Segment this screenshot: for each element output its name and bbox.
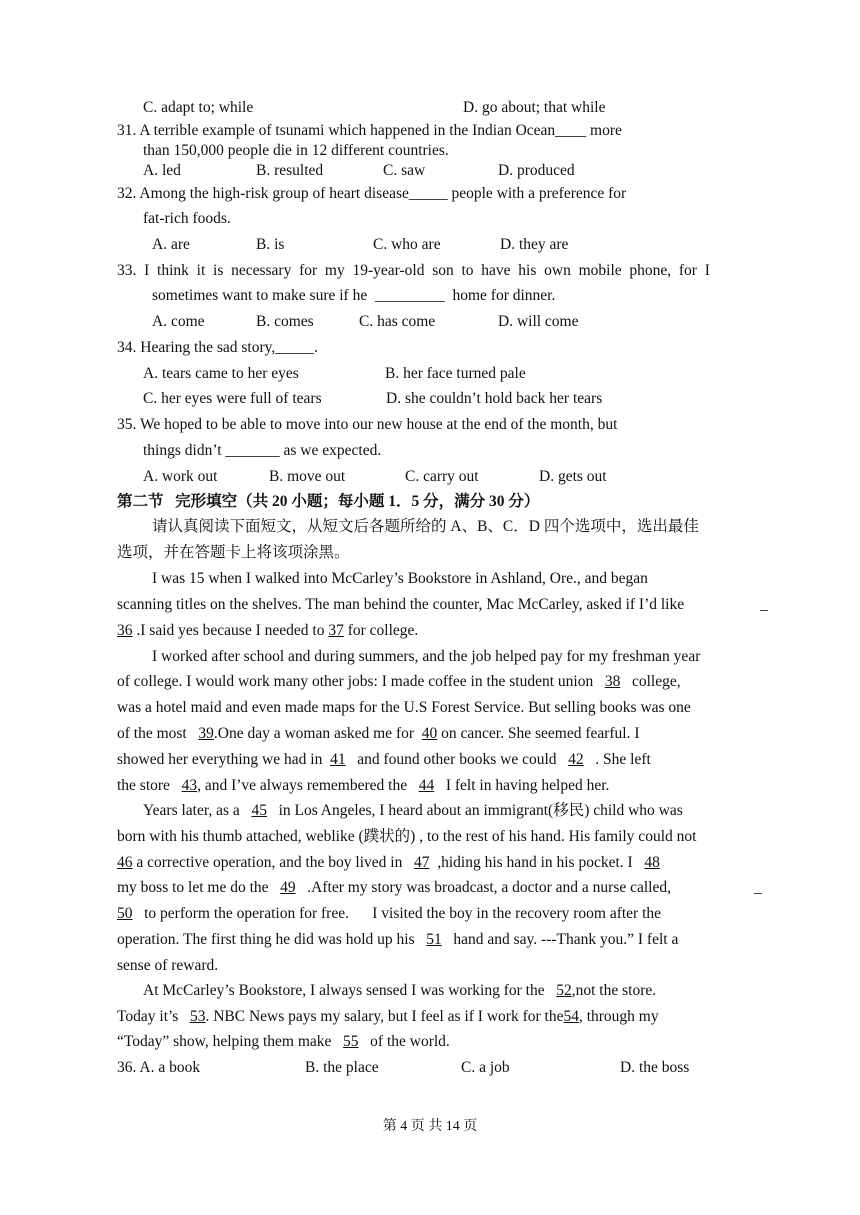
passage-line: scanning titles on the shelves. The man behind the counter, Mac McCarley, asked if I’d like <box>117 596 685 613</box>
passage-text: “Today” show, helping them make <box>117 1033 332 1050</box>
section-instructions: 请认真阅读下面短文，从短文后各题所给的 A、B、C．D 四个选项中，选出最佳 <box>152 518 699 535</box>
blank-37: 37 <box>328 622 344 639</box>
passage-line: I worked after school and during summers, and the job helped pay for my freshman year <box>152 648 701 665</box>
passage-text: Years later, as a <box>143 802 240 819</box>
blank-48: 48 <box>644 854 660 871</box>
q36-option-d: D. the boss <box>620 1059 690 1076</box>
q31-option-c: C. saw <box>383 162 426 179</box>
blank-44: 44 <box>418 777 435 794</box>
q33-stem: 33. I think it is necessary for my 19-year-old son to have his own mobile phone, for I <box>117 262 710 279</box>
q34-option-a: A. tears came to her eyes <box>143 365 299 382</box>
passage-text: and found other books we could <box>357 751 557 768</box>
q30-option-c: C. adapt to; while <box>143 99 254 116</box>
q35-stem: 35. We hoped to be able to move into our new house at the end of the month, but <box>117 416 618 433</box>
q31-option-a: A. led <box>143 162 181 179</box>
page-footer: 第 4 页 共 14 页 <box>382 1119 478 1134</box>
q36-option-c: C. a job <box>461 1059 510 1076</box>
blank-42: 42 <box>568 751 584 768</box>
passage-text: in Los Angeles, I heard about an immigrant(移民) child who was <box>278 802 683 819</box>
q32-option-d: D. they are <box>500 236 569 253</box>
passage-text: , and I’ve always remembered the <box>197 777 408 794</box>
passage-text: ,hiding his hand in his pocket. I <box>437 854 633 871</box>
q34-stem: 34. Hearing the sad story,_____. <box>117 339 318 356</box>
q34-option-b: B. her face turned pale <box>385 365 526 382</box>
passage-text: I felt in having helped her. <box>445 777 610 794</box>
blank-36: 36 <box>117 622 133 639</box>
passage-line <box>117 1033 450 1051</box>
passage-text: operation. The first thing he did was hold up his <box>117 931 415 948</box>
passage-text: . She left <box>595 751 651 768</box>
blank-marker: _ <box>754 879 762 896</box>
q32-option-a: A. are <box>152 236 190 253</box>
passage-line <box>117 879 671 897</box>
passage-text: hand and say. ---Thank you.” I felt a <box>453 931 679 948</box>
blank-52: 52 <box>556 982 572 999</box>
passage-line <box>117 622 418 640</box>
q31-option-d: D. produced <box>498 162 575 179</box>
passage-line <box>117 905 661 923</box>
q35-option-a: A. work out <box>143 468 218 485</box>
blank-51: 51 <box>426 931 442 948</box>
q33-stem-cont: sometimes want to make sure if he _________ home for dinner. <box>152 287 556 304</box>
passage-line <box>117 854 660 872</box>
passage-text: .After my story was broadcast, a doctor and a nurse called, <box>307 879 671 896</box>
passage-text: of college. I would work many other jobs: I made coffee in the student union <box>117 673 594 690</box>
blank-49: 49 <box>280 879 296 896</box>
q34-option-d: D. she couldn’t hold back her tears <box>386 390 603 407</box>
q31-option-b: B. resulted <box>256 162 324 179</box>
blank-43: 43 <box>181 777 198 794</box>
blank-45: 45 <box>251 802 267 819</box>
q35-option-b: B. move out <box>269 468 346 485</box>
blank-47: 47 <box>413 854 430 871</box>
q34-option-c: C. her eyes were full of tears <box>143 390 322 407</box>
section-heading: 第二节 完形填空（共 20 小题；每小题 1．5 分，满分 30 分） <box>117 493 540 510</box>
passage-text: a corrective operation, and the boy lived in <box>136 854 403 871</box>
q36-option-a: 36. A. a book <box>117 1059 201 1076</box>
passage-text: ,not the store. <box>571 982 657 999</box>
section-instructions-cont: 选项，并在答题卡上将该项涂黑。 <box>117 544 350 561</box>
passage-text: college, <box>631 673 681 690</box>
passage-text: of the world. <box>370 1033 450 1050</box>
passage-line: born with his thumb attached, weblike (蹼状的) , to the rest of his hand. His family could not <box>117 828 697 845</box>
passage-line <box>117 931 678 949</box>
blank-50: 50 <box>117 905 133 922</box>
q36-option-b: B. the place <box>305 1059 379 1076</box>
q35-stem-cont: things didn’t _______ as we expected. <box>143 442 382 459</box>
q33-option-b: B. comes <box>256 313 314 330</box>
blank-39: 39 <box>198 725 214 742</box>
q31-stem-cont: than 150,000 people die in 12 different countries. <box>143 142 449 159</box>
passage-line: was a hotel maid and even made maps for the U.S Forest Service. But selling books was one <box>117 699 691 716</box>
passage-text: .I said yes because I needed to <box>136 622 325 639</box>
passage-text: At McCarley’s Bookstore, I always sensed I was working for the <box>143 982 545 999</box>
passage-text: the store <box>117 777 170 794</box>
q33-option-c: C. has come <box>359 313 436 330</box>
blank-53: 53 <box>189 1008 206 1025</box>
passage-line <box>117 751 651 769</box>
passage-line: I was 15 when I walked into McCarley’s Bookstore in Ashland, Ore., and began <box>152 570 648 587</box>
passage-line <box>117 725 640 743</box>
q32-option-c: C. who are <box>373 236 441 253</box>
q32-stem: 32. Among the high-risk group of heart disease_____ people with a preference for <box>117 185 627 202</box>
blank-marker: _ <box>760 596 768 613</box>
passage-line <box>117 777 609 795</box>
blank-38: 38 <box>604 673 621 690</box>
blank-55: 55 <box>343 1033 359 1050</box>
passage-text: Today it’s <box>117 1008 179 1025</box>
passage-text: my boss to let me do the <box>117 879 269 896</box>
blank-41: 41 <box>330 751 346 768</box>
passage-line <box>117 1008 659 1026</box>
passage-text: on cancer. She seemed fearful. I <box>441 725 640 742</box>
blank-54: 54 <box>563 1008 579 1025</box>
q32-option-b: B. is <box>256 236 285 253</box>
q30-option-d: D. go about; that while <box>463 99 606 116</box>
passage-text: , through my <box>578 1008 659 1025</box>
passage-text: to perform the operation for free. I visited the boy in the recovery room after the <box>144 905 662 922</box>
q35-option-d: D. gets out <box>539 468 607 485</box>
passage-line <box>117 673 681 691</box>
passage-line: sense of reward. <box>117 957 219 974</box>
q35-option-c: C. carry out <box>405 468 479 485</box>
passage-text: .One day a woman asked me for <box>213 725 415 742</box>
passage-text: . NBC News pays my salary, but I feel as if I work for the <box>205 1008 564 1025</box>
blank-46: 46 <box>117 854 133 871</box>
q32-stem-cont: fat-rich foods. <box>143 210 231 227</box>
q33-option-d: D. will come <box>498 313 579 330</box>
q31-stem: 31. A terrible example of tsunami which happened in the Indian Ocean____ more <box>117 122 622 139</box>
blank-40: 40 <box>421 725 438 742</box>
passage-text: showed her everything we had in <box>117 751 323 768</box>
passage-line <box>143 802 683 820</box>
passage-text: of the most <box>117 725 187 742</box>
passage-text: for college. <box>347 622 419 639</box>
q33-option-a: A. come <box>152 313 205 330</box>
passage-line <box>143 982 656 1000</box>
